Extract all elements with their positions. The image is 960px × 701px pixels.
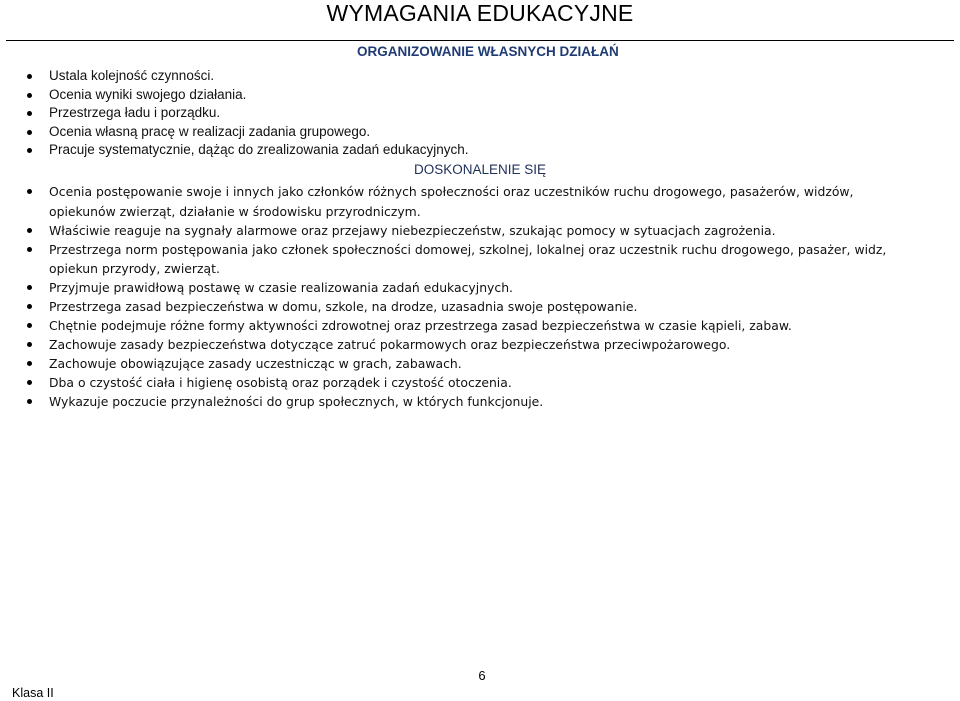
- list-item: Ocenia postępowanie swoje i innych jako członków różnych społeczności oraz uczestników ruchu drogowego, pasażerów, widzów, opiekunów zwierząt, działanie w środowisku przyrodniczym.: [23, 182, 908, 221]
- list-item: Chętnie podejmuje różne formy aktywności zdrowotnej oraz przestrzega zasad bezpieczeństwa w czasie kąpieli, zabaw.: [23, 316, 908, 336]
- list-item: Przyjmuje prawidłową postawę w czasie realizowania zadań edukacyjnych.: [23, 278, 908, 298]
- list-item: Przestrzega ładu i porządku.: [23, 104, 923, 123]
- list-item: Pracuje systematycznie, dążąc do zrealizowania zadań edukacyjnych.: [23, 141, 923, 160]
- page-title: WYMAGANIA EDUKACYJNE: [326, 0, 634, 26]
- list-item: Ustala kolejność czynności.: [23, 67, 923, 86]
- list-item: Ocenia własną pracę w realizacji zadania grupowego.: [23, 123, 923, 142]
- section-heading-doskonalenie: DOSKONALENIE SIĘ: [413, 162, 547, 177]
- organizowanie-list: [23, 67, 923, 160]
- page-number: 6: [478, 668, 486, 683]
- section-heading-organizowanie: ORGANIZOWANIE WŁASNYCH DZIAŁAŃ: [357, 44, 619, 59]
- doskonalenie-list: [23, 182, 908, 411]
- list-item: Właściwie reaguje na sygnały alarmowe oraz przejawy niebezpieczeństw, szukając pomocy w sytuacjach zagrożenia.: [23, 221, 908, 241]
- list-item: Zachowuje zasady bezpieczeństwa dotyczące zatruć pokarmowych oraz bezpieczeństwa przeciwpożarowego.: [23, 335, 908, 355]
- list-item: Zachowuje obowiązujące zasady uczestnicząc w grach, zabawach.: [23, 354, 908, 374]
- list-item: Przestrzega norm postępowania jako członek społeczności domowej, szkolnej, lokalnej oraz uczestnik ruchu drogowego, pasażer, widz, opiekun przyrody, zwierząt.: [23, 240, 908, 279]
- list-item: Dba o czystość ciała i higienę osobistą oraz porządek i czystość otoczenia.: [23, 373, 908, 393]
- table-top-border: [6, 40, 954, 41]
- list-item: Ocenia wyniki swojego działania.: [23, 86, 923, 105]
- list-item: Wykazuje poczucie przynależności do grup społecznych, w których funkcjonuje.: [23, 392, 908, 412]
- footer-class-label: Klasa II: [12, 686, 54, 700]
- list-item: Przestrzega zasad bezpieczeństwa w domu, szkole, na drodze, uzasadnia swoje postępowanie.: [23, 297, 908, 317]
